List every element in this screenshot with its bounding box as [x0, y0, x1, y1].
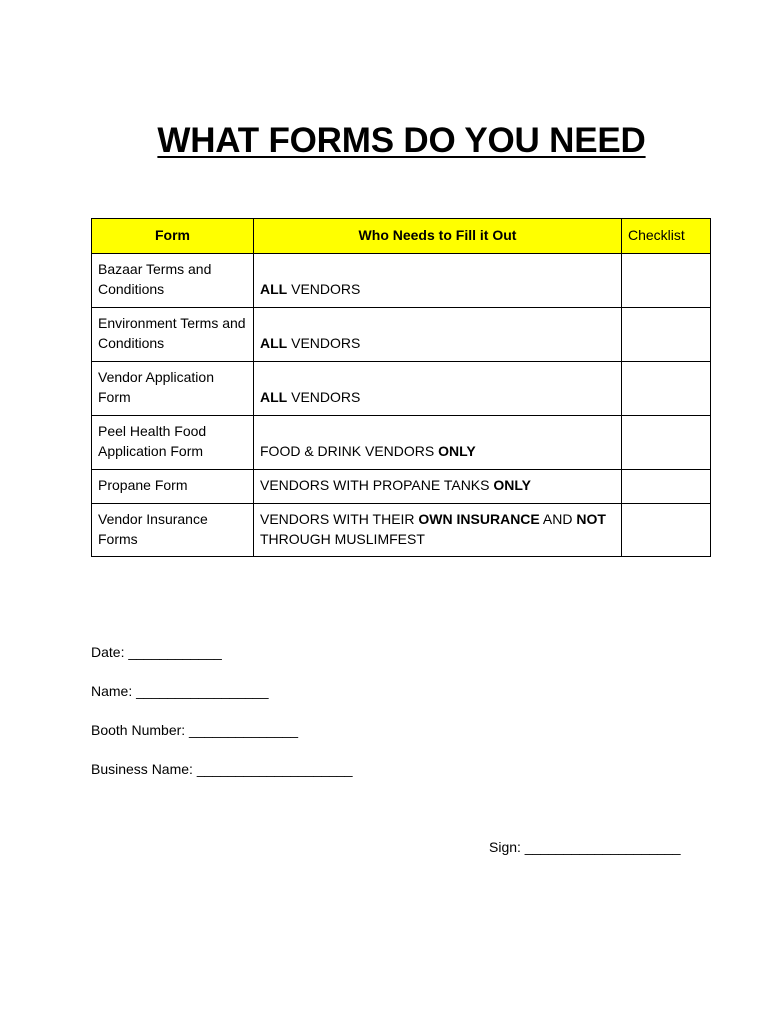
- emphasis-text: NOT: [576, 511, 606, 527]
- table-row: [92, 362, 711, 416]
- forms-table: [91, 218, 711, 557]
- who-text: VENDORS: [287, 334, 361, 351]
- who-needs-cell: [254, 362, 622, 416]
- form-name-line: Peel Health Food: [98, 423, 207, 439]
- table-header-row: [92, 219, 711, 254]
- who-needs-cell: [254, 470, 622, 504]
- table-row: [92, 470, 711, 504]
- who-needs-cell: [254, 416, 622, 470]
- who-text: VENDORS WITH THEIR: [260, 511, 419, 527]
- header-form: Form: [92, 219, 254, 254]
- emphasis-text: ONLY: [493, 477, 531, 493]
- form-name-cell: [92, 504, 254, 557]
- emphasis-text: ALL: [260, 334, 288, 351]
- booth-number-field[interactable]: Booth Number: ______________: [91, 722, 299, 738]
- emphasis-text: ONLY: [438, 442, 476, 459]
- form-name-line: Bazaar Terms and: [98, 261, 212, 277]
- form-name-cell: [92, 362, 254, 416]
- checklist-cell[interactable]: [622, 470, 711, 504]
- table-row: [92, 254, 711, 308]
- form-name-cell: [92, 254, 254, 308]
- who-needs-cell: [254, 254, 622, 308]
- who-text: VENDORS: [287, 388, 361, 405]
- header-who: Who Needs to Fill it Out: [254, 219, 622, 254]
- who-text: VENDORS WITH PROPANE TANKS: [260, 477, 494, 493]
- name-field[interactable]: Name: _________________: [91, 683, 269, 699]
- table-row: [92, 416, 711, 470]
- business-name-field[interactable]: Business Name: ____________________: [91, 761, 353, 777]
- emphasis-text: OWN INSURANCE: [418, 511, 540, 527]
- form-name-cell: [92, 416, 254, 470]
- emphasis-text: ALL: [260, 280, 288, 297]
- checklist-cell[interactable]: [622, 308, 711, 362]
- who-needs-cell: [254, 504, 622, 557]
- form-name-line: Propane Form: [98, 477, 188, 493]
- form-name-line: Form: [98, 388, 131, 405]
- who-text: THROUGH MUSLIMFEST: [260, 511, 610, 547]
- table-body: [92, 254, 711, 557]
- form-name-cell: [92, 308, 254, 362]
- form-name-line: Environment Terms and: [98, 315, 246, 331]
- table-row: [92, 504, 711, 557]
- checklist-cell[interactable]: [622, 416, 711, 470]
- checklist-cell[interactable]: [622, 362, 711, 416]
- who-text: AND: [539, 511, 577, 527]
- checklist-cell[interactable]: [622, 504, 711, 557]
- form-name-line: Vendor Application: [98, 369, 214, 385]
- form-name-line: Application Form: [98, 442, 204, 459]
- who-needs-cell: [254, 308, 622, 362]
- form-name-line: Vendor Insurance: [98, 511, 208, 527]
- form-name-line: Forms: [98, 530, 138, 547]
- table-row: [92, 308, 711, 362]
- date-field[interactable]: Date: ____________: [91, 644, 222, 660]
- who-text: VENDORS: [287, 280, 361, 297]
- form-name-cell: [92, 470, 254, 504]
- signature-field[interactable]: Sign: ____________________: [489, 839, 681, 855]
- form-name-line: Conditions: [98, 280, 165, 297]
- form-name-line: Conditions: [98, 334, 165, 351]
- emphasis-text: ALL: [260, 388, 288, 405]
- who-text: FOOD & DRINK VENDORS: [260, 442, 439, 459]
- checklist-cell[interactable]: [622, 254, 711, 308]
- page-title: WHAT FORMS DO YOU NEED: [157, 121, 646, 160]
- header-checklist: Checklist: [622, 219, 711, 254]
